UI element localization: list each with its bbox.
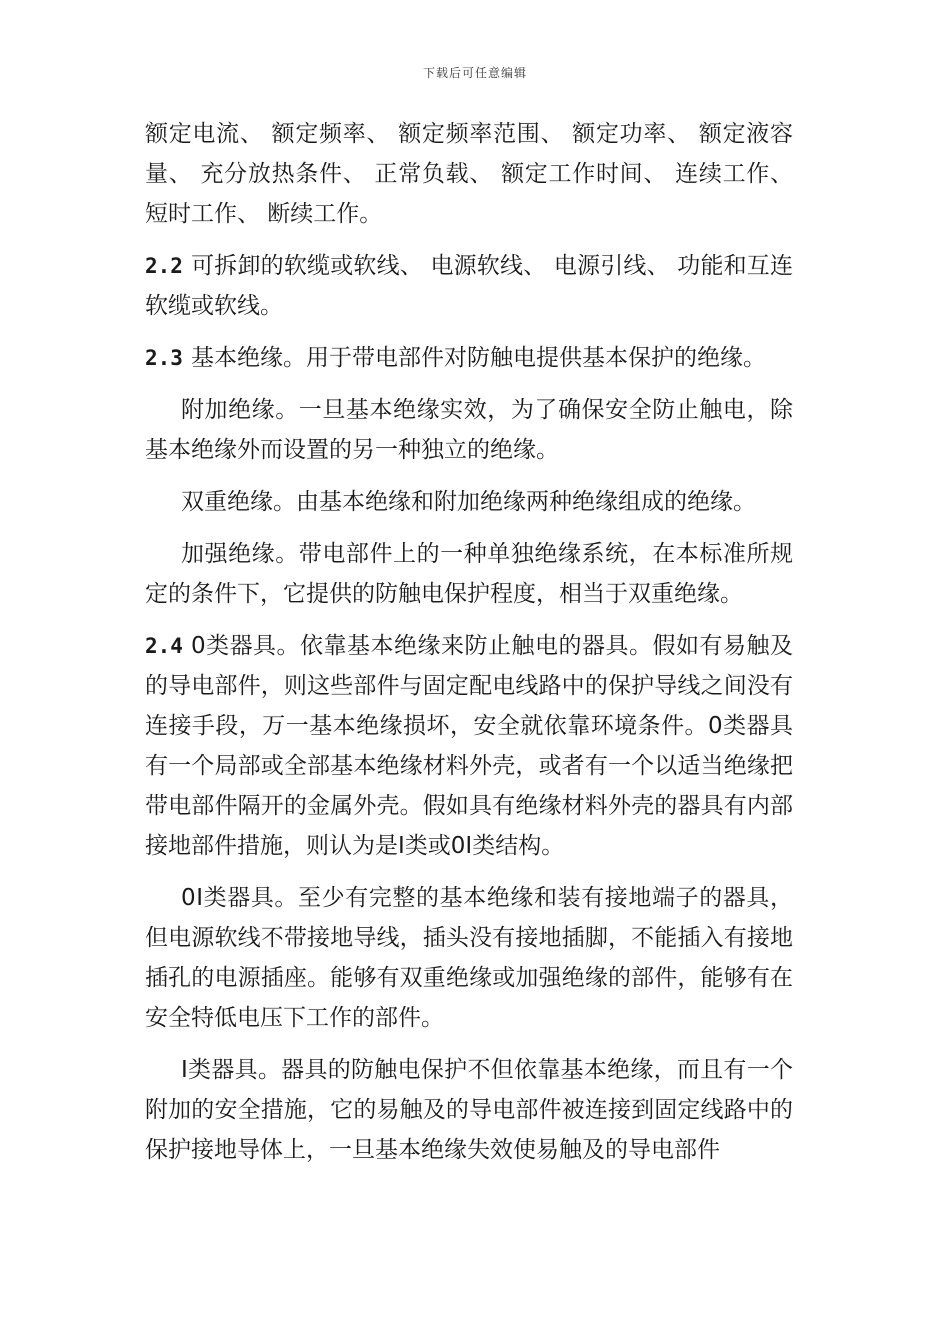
document-body [145, 114, 793, 1182]
paragraph-text: 加强绝缘。带电部件上的一种单独绝缘系统，在本标准所规定的条件下，它提供的防触电保护程度，相当于双重绝缘。 [145, 541, 793, 607]
paragraph-text: 0类器具。依靠基本绝缘来防止触电的器具。假如有易触及的导电部件，则这些部件与固定配电线路中的保护导线之间没有连接手段，万一基本绝缘损坏，安全就依靠环境条件。0类器具有一个局部或全部基本绝缘材料外壳，或者有一个以适当绝缘把带电部件隔开的金属外壳。假如具有绝缘材料外壳的器具有内部接地部件措施，则认为是Ⅰ类或0Ⅰ类结构。 [145, 633, 793, 859]
section-2-4 [145, 626, 793, 866]
section-number: 2.2 [145, 254, 183, 278]
page-header: 下载后可任意编辑 [422, 66, 527, 80]
paragraph-text: 双重绝缘。由基本绝缘和附加绝缘两种绝缘组成的绝缘。 [181, 489, 756, 515]
paragraph-double-insulation [145, 482, 793, 522]
section-2-3 [145, 338, 793, 378]
paragraph-supplementary-insulation [145, 390, 793, 470]
section-2-2 [145, 246, 793, 326]
paragraph-reinforced-insulation [145, 534, 793, 614]
paragraph-text: 0Ⅰ类器具。至少有完整的基本绝缘和装有接地端子的器具，但电源软线不带接地导线，插头没有接地插脚，不能插入有接地插孔的电源插座。能够有双重绝缘或加强绝缘的部件，能够有在安全特低电压下工作的部件。 [145, 885, 793, 1031]
paragraph-text: 额定电流、 额定频率、 额定频率范围、 额定功率、 额定液容量、 充分放热条件、 正常负载、 额定工作时间、 连续工作、 短时工作、 断续工作。 [145, 121, 793, 227]
paragraph-class-0i [145, 878, 793, 1038]
paragraph-text: 附加绝缘。一旦基本绝缘实效，为了确保安全防止触电，除基本绝缘外而设置的另一种独立的绝缘。 [145, 397, 793, 463]
section-number: 2.4 [145, 634, 183, 658]
section-number: 2.3 [145, 346, 183, 370]
paragraph-text: 基本绝缘。用于带电部件对防触电提供基本保护的绝缘。 [190, 345, 766, 371]
paragraph-class-i [145, 1050, 793, 1170]
paragraph-text: Ⅰ类器具。器具的防触电保护不但依靠基本绝缘，而且有一个附加的安全措施，它的易触及的导电部件被连接到固定线路中的保护接地导体上，一旦基本绝缘失效使易触及的导电部件 [145, 1057, 793, 1163]
paragraph-text: 可拆卸的软缆或软线、 电源软线、 电源引线、 功能和互连软缆或软线。 [145, 253, 793, 319]
paragraph-rated-terms [145, 114, 793, 234]
